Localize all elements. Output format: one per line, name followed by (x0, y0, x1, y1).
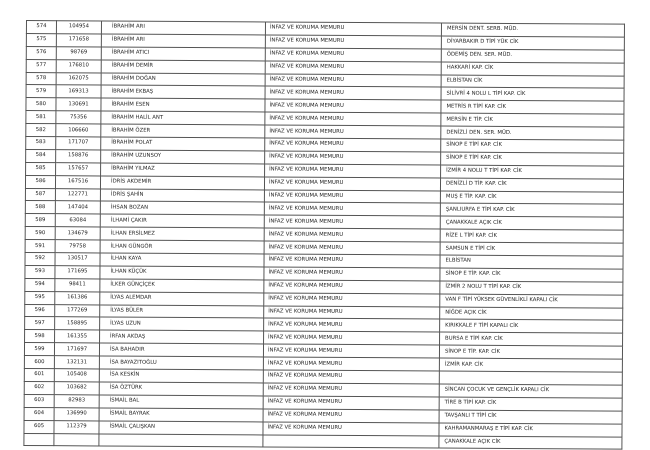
person-name: İLKER GÜNÇİÇEK (100, 279, 264, 293)
table-row (24, 433, 622, 450)
job-title: İNFAZ VE KORUMA MEMURU (263, 383, 439, 397)
assigned-unit: DENİZLİ D TİP. KAP. CİK (440, 178, 623, 192)
registry-number: 132131 (54, 356, 99, 369)
personnel-table-body (24, 21, 625, 450)
person-name: İSA BAYAZITOĞLU (99, 356, 263, 370)
person-name: İLYAS UZUN (100, 317, 264, 331)
row-number: 590 (25, 227, 55, 240)
person-name: İLHAN GÜNGÖR (100, 240, 264, 254)
registry-number: 75356 (56, 111, 101, 124)
job-title: İNFAZ VE KORUMA MEMURU (264, 241, 440, 255)
person-name: İBRAHİM ARI (101, 21, 265, 35)
registry-number: 112379 (54, 420, 99, 433)
row-number: 580 (26, 98, 56, 111)
person-name: İBRAHİM UZUNSOY (101, 150, 265, 164)
row-number: 574 (26, 21, 56, 34)
row-number: 583 (26, 137, 56, 150)
row-number: 593 (25, 265, 55, 278)
row-number: 604 (24, 407, 54, 420)
assigned-unit: SAMSUN E TİPİ CİK (440, 242, 623, 256)
assigned-unit: İZMİR 2 NOLU T TİPİ KAP. CİK (440, 281, 623, 295)
person-name: İSMAİL BAYRAK (99, 408, 263, 422)
assigned-unit: ELBİSTAN CİK (441, 75, 624, 89)
job-title: İNFAZ VE KORUMA MEMURU (263, 396, 439, 410)
person-name: İDRİS AKDEMİR (100, 176, 264, 190)
row-number: 587 (25, 188, 55, 201)
registry-number: 169313 (56, 85, 101, 98)
person-name: İHSAN BOZAN (100, 201, 264, 215)
registry-number: 103682 (54, 382, 99, 395)
registry-number: 105408 (54, 369, 99, 382)
row-number: 594 (25, 278, 55, 291)
person-name: İSMAİL BAL (99, 395, 263, 409)
row-number (24, 433, 54, 446)
person-name: İBRAHİM ATICI (101, 47, 265, 61)
job-title: İNFAZ VE KORUMA MEMURU (264, 228, 440, 242)
registry-number: 171707 (56, 137, 101, 150)
person-name: İSA ÖZTÜRK (99, 382, 263, 396)
registry-number: 158876 (56, 150, 101, 163)
job-title: İNFAZ VE KORUMA MEMURU (263, 370, 439, 384)
row-number: 592 (25, 253, 55, 266)
job-title: İNFAZ VE KORUMA MEMURU (265, 99, 441, 113)
assigned-unit: İZMİR KAP. CİK (439, 358, 622, 372)
job-title: İNFAZ VE KORUMA MEMURU (263, 422, 439, 436)
person-name: İLYAS ALEMDAR (100, 292, 264, 306)
person-name: İDRİS ŞAHİN (100, 189, 264, 203)
registry-number: 130691 (56, 98, 101, 111)
person-name: İBRAHİM POLAT (101, 137, 265, 151)
registry-number (54, 433, 99, 446)
row-number: 589 (25, 214, 55, 227)
person-name: İRFAN AKDAŞ (100, 330, 264, 344)
assigned-unit: SİNOP E TİP. KAP. CİK (440, 268, 623, 282)
assigned-unit: HAKKARİ KAP. CİK (441, 62, 624, 76)
person-name: İBRAHİM ÖZER (101, 124, 265, 138)
person-name: İLHAN ERSİLMEZ (100, 227, 264, 241)
row-number: 586 (25, 175, 55, 188)
registry-number: 147404 (55, 201, 100, 214)
job-title: İNFAZ VE KORUMA MEMURU (264, 318, 440, 332)
registry-number: 157657 (56, 162, 101, 175)
job-title: İNFAZ VE KORUMA MEMURU (265, 164, 441, 178)
job-title: İNFAZ VE KORUMA MEMURU (265, 138, 441, 152)
assigned-unit: SİNOP E TİPİ KAP. CİK (441, 152, 624, 166)
row-number: 575 (26, 33, 56, 46)
assigned-unit: TİRE B TİPİ KAP. CİK (439, 397, 622, 411)
registry-number: 171695 (55, 266, 100, 279)
assigned-unit (439, 371, 622, 385)
row-number: 605 (24, 420, 54, 433)
assigned-unit: İZMİR 4 NOLU T TİPİ KAP. CİK (441, 165, 624, 179)
registry-number: 122771 (55, 188, 100, 201)
registry-number: 158895 (55, 317, 100, 330)
job-title: İNFAZ VE KORUMA MEMURU (265, 61, 441, 75)
registry-number: 171658 (56, 34, 101, 47)
person-name: İBRAHİM DOĞAN (101, 73, 265, 87)
row-number: 597 (25, 317, 55, 330)
registry-number: 161386 (55, 291, 100, 304)
personnel-table (23, 20, 625, 450)
assigned-unit: ÇANAKKALE AÇIK CİK (439, 436, 622, 450)
assigned-unit: ÇANAKKALE AÇIK CİK (440, 216, 623, 230)
job-title: İNFAZ VE KORUMA MEMURU (264, 254, 440, 268)
person-name: İLHAMİ ÇAKIR (100, 214, 264, 228)
job-title: İNFAZ VE KORUMA MEMURU (264, 215, 440, 229)
person-name: İBRAHİM DEMİR (101, 60, 265, 74)
registry-number: 167516 (55, 175, 100, 188)
assigned-unit: NİĞDE AÇIK CİK (440, 307, 623, 321)
row-number: 591 (25, 240, 55, 253)
row-number: 603 (24, 394, 54, 407)
job-title: İNFAZ VE KORUMA MEMURU (264, 177, 440, 191)
assigned-unit: SİLİVRİ 4 NOLU L TİPİ KAP. CİK (441, 87, 624, 101)
job-title: İNFAZ VE KORUMA MEMURU (264, 331, 440, 345)
row-number: 595 (25, 291, 55, 304)
registry-number: 104954 (56, 21, 101, 34)
registry-number: 130517 (55, 253, 100, 266)
job-title (263, 434, 439, 448)
registry-number: 98769 (56, 46, 101, 59)
job-title: İNFAZ VE KORUMA MEMURU (265, 35, 441, 49)
row-number: 602 (24, 381, 54, 394)
registry-number: 136990 (54, 407, 99, 420)
assigned-unit: TAVŞANLI T TİPİ CİK (439, 410, 622, 424)
person-name: İBRAHİM EKBAŞ (101, 85, 265, 99)
person-name: İSA BAHADIR (99, 343, 263, 357)
row-number: 577 (26, 59, 56, 72)
assigned-unit: MUŞ E TİP. KAP. CİK (440, 191, 623, 205)
assigned-unit: KIRIKKALE F TİPİ KAPALI CİK (440, 320, 623, 334)
row-number: 581 (26, 111, 56, 124)
job-title: İNFAZ VE KORUMA MEMURU (264, 293, 440, 307)
assigned-unit: SİNOP E TİPİ KAP. CİK (441, 139, 624, 153)
registry-number: 79758 (55, 240, 100, 253)
assigned-unit: DİYARBAKIR D TİPİ YÜK CİK (441, 36, 624, 50)
assigned-unit: KAHRAMANMARAŞ E TİPİ KAP. CİK (439, 423, 622, 437)
assigned-unit: SİNOP E TİP. KAP. CİK (439, 345, 622, 359)
registry-number: 106660 (56, 124, 101, 137)
job-title: İNFAZ VE KORUMA MEMURU (265, 22, 441, 36)
job-title: İNFAZ VE KORUMA MEMURU (264, 280, 440, 294)
row-number: 601 (24, 369, 54, 382)
person-name: İBRAHİM YILMAZ (101, 163, 265, 177)
assigned-unit: VAN F TİPİ YÜKSEK GÜVENLİKLİ KAPALI CİK (440, 294, 623, 308)
registry-number: 171697 (54, 343, 99, 356)
job-title: İNFAZ VE KORUMA MEMURU (265, 151, 441, 165)
person-name (99, 433, 263, 447)
job-title: İNFAZ VE KORUMA MEMURU (263, 409, 439, 423)
person-name: İSMAİL ÇALIŞKAN (99, 421, 263, 435)
person-name: İLYAS BÜLER (100, 305, 264, 319)
person-name: İLHAN KÜÇÜK (100, 266, 264, 280)
row-number: 598 (25, 330, 55, 343)
job-title: İNFAZ VE KORUMA MEMURU (264, 202, 440, 216)
person-name: İSA KESKİN (99, 369, 263, 383)
person-name: İBRAHİM HALİL ANT (101, 111, 265, 125)
personnel-list-sheet (23, 20, 624, 450)
job-title: İNFAZ VE KORUMA MEMURU (264, 190, 440, 204)
registry-number: 162075 (56, 72, 101, 85)
row-number: 596 (25, 304, 55, 317)
person-name: İBRAHİM ESEN (101, 98, 265, 112)
person-name: İLHAN KAYA (100, 253, 264, 267)
assigned-unit: ÖDEMİŞ DEN. SER. MÜD. (441, 49, 624, 63)
job-title: İNFAZ VE KORUMA MEMURU (265, 48, 441, 62)
job-title: İNFAZ VE KORUMA MEMURU (265, 112, 441, 126)
row-number: 588 (25, 201, 55, 214)
row-number: 600 (24, 356, 54, 369)
job-title: İNFAZ VE KORUMA MEMURU (263, 357, 439, 371)
assigned-unit: DENİZLİ DEN. SER. MÜD. (441, 126, 624, 140)
job-title: İNFAZ VE KORUMA MEMURU (264, 267, 440, 281)
job-title: İNFAZ VE KORUMA MEMURU (265, 86, 441, 100)
job-title: İNFAZ VE KORUMA MEMURU (263, 344, 439, 358)
job-title: İNFAZ VE KORUMA MEMURU (264, 306, 440, 320)
registry-number: 161355 (55, 330, 100, 343)
registry-number: 134679 (55, 227, 100, 240)
assigned-unit: RİZE L TİPİ KAP. CİK (440, 229, 623, 243)
row-number: 582 (26, 124, 56, 137)
person-name: İBRAHİM ARI (101, 34, 265, 48)
job-title: İNFAZ VE KORUMA MEMURU (265, 74, 441, 88)
row-number: 599 (24, 343, 54, 356)
row-number: 576 (26, 46, 56, 59)
assigned-unit: ELBİSTAN (440, 255, 623, 269)
assigned-unit: MERSİN E TİP. CİK (441, 113, 624, 127)
registry-number: 82983 (54, 395, 99, 408)
row-number: 584 (26, 149, 56, 162)
registry-number: 176810 (56, 59, 101, 72)
registry-number: 63084 (55, 214, 100, 227)
assigned-unit: ŞANLIURFA E TİPİ KAP. CİK (440, 204, 623, 218)
assigned-unit: BURSA E TİPİ KAP. CİK (440, 332, 623, 346)
row-number: 585 (26, 162, 56, 175)
registry-number: 177269 (55, 304, 100, 317)
assigned-unit: METRİS R TİPİ KAP. CİK (441, 100, 624, 114)
registry-number: 98411 (55, 278, 100, 291)
row-number: 578 (26, 72, 56, 85)
assigned-unit: MERSİN DENT. SERB. MÜD. (441, 23, 624, 37)
row-number: 579 (26, 85, 56, 98)
assigned-unit: SİNCAN ÇOCUK VE GENÇLİK KAPALI CİK (439, 384, 622, 398)
job-title: İNFAZ VE KORUMA MEMURU (265, 125, 441, 139)
